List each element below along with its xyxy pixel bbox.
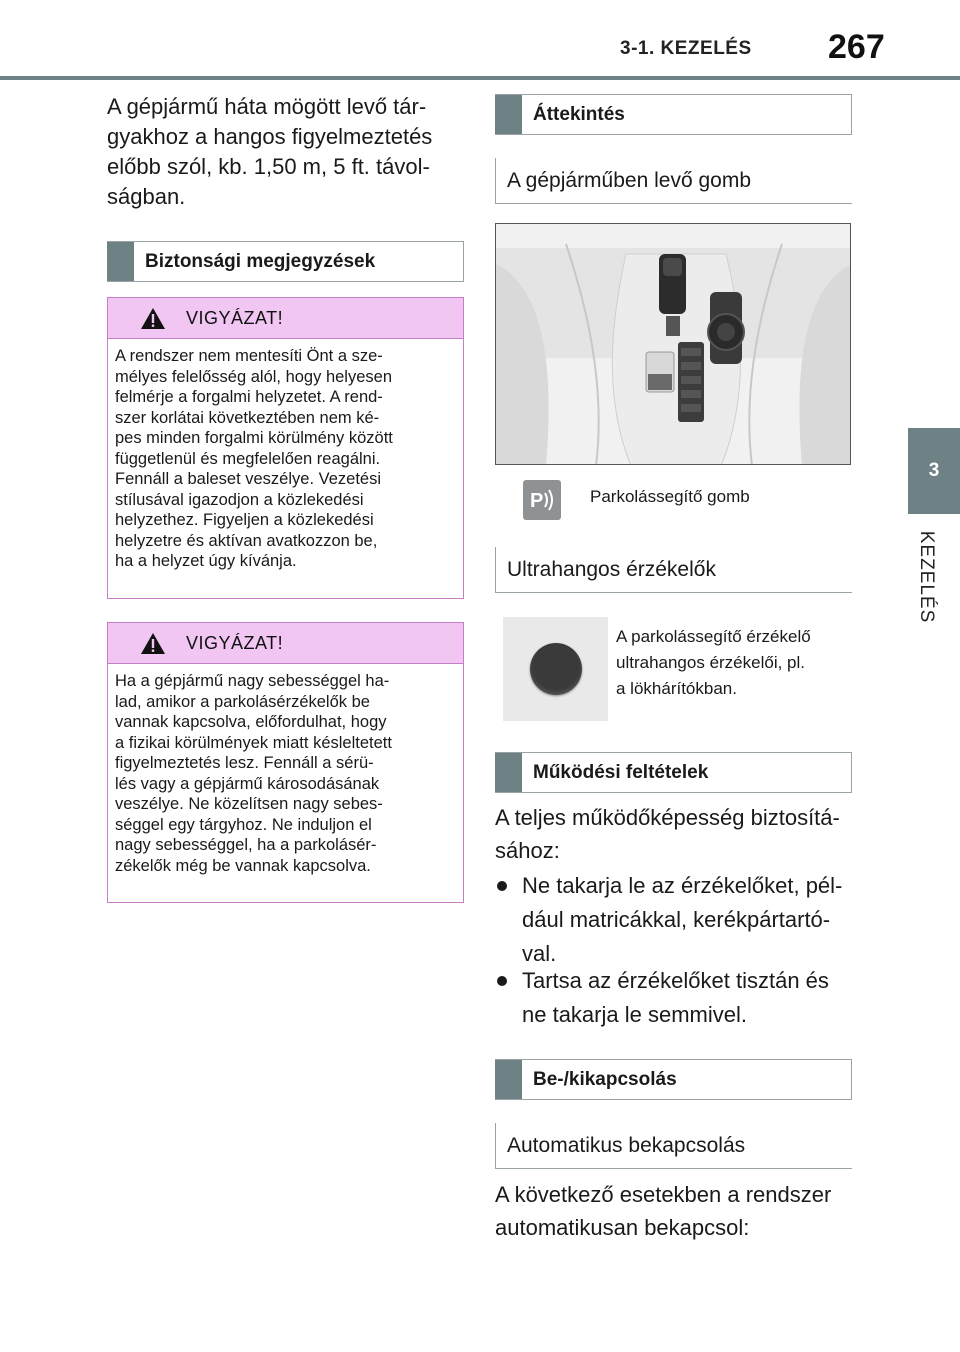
sensor-caption: A parkolássegítő érzékelő ultrahangos érzékelői, pl. a lökhárítókban.	[616, 627, 811, 698]
ultrasonic-sensor-image	[503, 617, 608, 721]
onoff-section-heading: Be-/kikapcsolás	[495, 1059, 852, 1100]
chapter-number: 3	[928, 460, 940, 481]
button-subheading: A gépjárműben levő gomb	[495, 158, 852, 204]
warning-box-2	[107, 622, 464, 903]
center-console-figure	[495, 223, 851, 465]
bullet-item: Tartsa az érzékelőket tisztán és ne takarja le semmivel.	[495, 964, 865, 1032]
conditions-section-heading: Működési feltételek	[495, 752, 852, 793]
auto-subheading: Automatikus bekapcsolás	[495, 1123, 852, 1169]
chapter-label: KEZELÉS	[916, 530, 937, 624]
warning-title: VIGYÁZAT!	[186, 307, 284, 328]
center-console-illustration	[496, 224, 851, 465]
overview-section-heading: Áttekintés	[495, 94, 852, 135]
header-divider	[0, 76, 960, 80]
intro-paragraph: A gépjármű háta mögött levő tár- gyakhoz a hangos figyelmeztetés előbb szól, kb. 1,50 m, 5 ft. távol- ságban.	[107, 94, 433, 209]
chapter-tab[interactable]	[908, 428, 960, 514]
bullet-item: Ne takarja le az érzékelőket, pél- dául matricákkal, kerékpártartó- val.	[495, 869, 865, 971]
warning-triangle-icon	[140, 632, 166, 655]
warning-text: Ha a gépjármű nagy sebességgel ha- lad, amikor a parkolásérzékelők be vannak kapcsolva, előfordulhat, hogy a fizikai körülmények miatt késleltetett figyelmeztetés lesz. Fennáll a sérü- lés vagy a gépjármű károsodásának veszélye. Ne közelítsen nagy sebes- séggel egy tárgyhoz. Ne induljon el nagy sebességgel, ha a parkolásér- zékelők még be vannak kapcsolva.	[115, 672, 392, 875]
conditions-intro: A teljes működőképesség biztosítá- sához:	[495, 805, 840, 863]
auto-text: A következő esetekben a rendszer automatikusan bekapcsol:	[495, 1182, 832, 1240]
parking-assist-button-icon	[523, 480, 561, 520]
warning-text: A rendszer nem mentesíti Önt a sze- mélyes felelősség alól, hogy helyesen felmérje a forgalmi helyzetet. A rend- szer korlátai következtében nem ké- pes minden forgalmi körülmény között függetlenül és megfelelően reagálni. Fennáll a baleset veszélye. Vezetési stílusával igazodjon a közlekedési helyzethez. Figyeljen a közlekedési helyzetre és aktívan avatkozzon be, ha a helyzet úgy kívánja.	[115, 347, 393, 570]
svg-text:P: P	[530, 490, 544, 512]
section-title: 3-1. KEZELÉS	[620, 38, 752, 59]
safety-section-heading: Biztonsági megjegyzések	[107, 241, 464, 282]
warning-triangle-icon	[140, 307, 166, 330]
warning-title: VIGYÁZAT!	[186, 632, 284, 653]
page-number: 267	[828, 28, 885, 66]
button-caption: Parkolássegítő gomb	[590, 487, 750, 506]
sensors-subheading: Ultrahangos érzékelők	[495, 547, 852, 593]
warning-box-1	[107, 297, 464, 599]
